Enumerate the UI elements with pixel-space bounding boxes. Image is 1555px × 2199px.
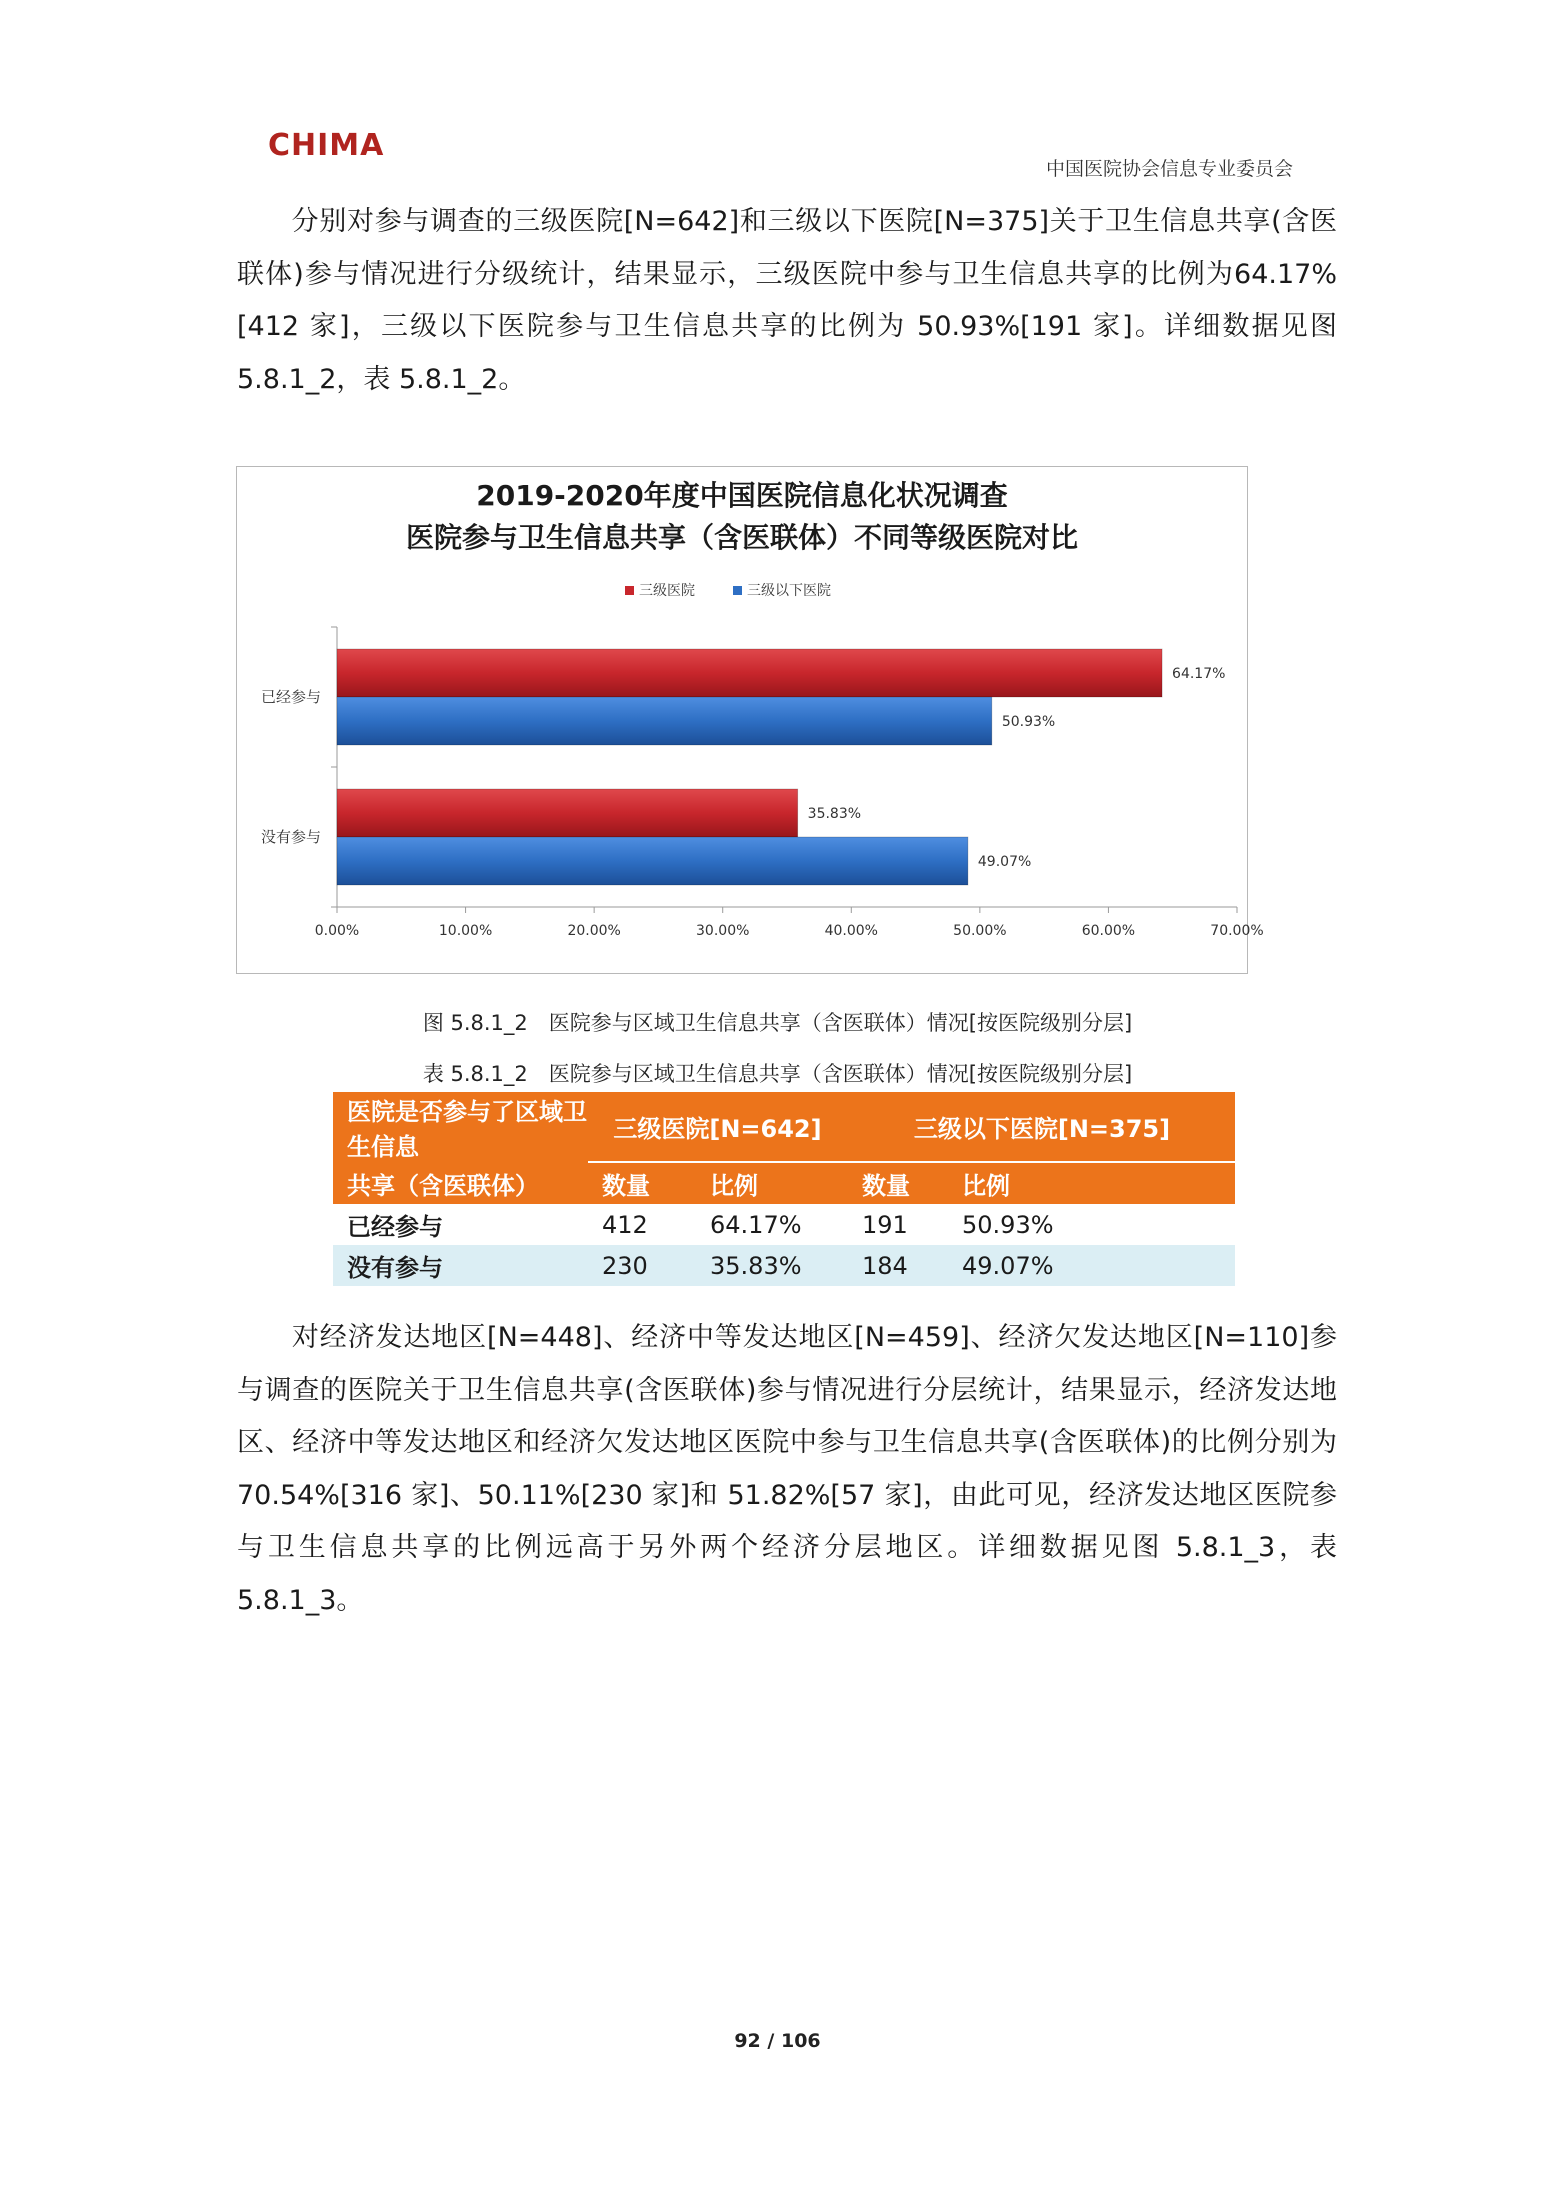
col-header-count-2: 数量	[848, 1162, 948, 1204]
x-tick-label: 30.00%	[696, 923, 750, 939]
group-header-tertiary: 三级医院[N=642]	[588, 1092, 848, 1162]
cell-count-2: 184	[848, 1245, 948, 1286]
body-paragraph-1	[237, 196, 1337, 406]
paragraph-1-text: 分别对参与调查的三级医院[N=642]和三级以下医院[N=375]关于卫生信息共享(含医联体)参与情况进行分级统计，结果显示，三级医院中参与卫生信息共享的比例为64.17%[412 家]，三级以下医院参与卫生信息共享的比例为 50.93%[191 家]。详细数据见图 5.8.1_2，表 5.8.1_2。	[237, 206, 1337, 395]
table-row	[333, 1204, 1235, 1245]
col-header-count-1: 数量	[588, 1162, 696, 1204]
cell-count-1: 230	[588, 1245, 696, 1286]
x-tick-label: 0.00%	[314, 923, 360, 939]
row-label: 没有参与	[333, 1245, 588, 1286]
figure-caption: 图 5.8.1_2 医院参与区域卫生信息共享（含医联体）情况[按医院级别分层]	[422, 1011, 1133, 1035]
cell-ratio-2: 49.07%	[948, 1245, 1235, 1286]
x-tick-label: 10.00%	[438, 923, 493, 939]
cell-ratio-1: 64.17%	[696, 1204, 848, 1245]
table-header-row-1	[333, 1092, 1235, 1162]
row-header-line2: 共享（含医联体）	[333, 1162, 588, 1204]
bar-data-label: 50.93%	[1001, 714, 1056, 730]
bar-below-tertiary	[337, 837, 968, 885]
chart-svg	[237, 467, 1264, 973]
bar-chart	[236, 466, 1264, 974]
data-table	[333, 1092, 1235, 1286]
legend-swatch	[625, 586, 634, 595]
chart-legend	[625, 583, 831, 599]
x-tick-label: 20.00%	[567, 923, 621, 939]
chart-title-line2: 医院参与卫生信息共享（含医联体）不同等级医院对比	[405, 521, 1079, 554]
organization-name: 中国医院协会信息专业委员会	[1046, 158, 1294, 180]
x-tick-label: 70.00%	[1210, 923, 1264, 939]
page-current: 92	[734, 2030, 761, 2052]
cell-count-1: 412	[588, 1204, 696, 1245]
row-label: 已经参与	[333, 1204, 588, 1245]
bar-data-label: 64.17%	[1172, 666, 1226, 682]
y-category-label: 没有参与	[260, 828, 321, 846]
table-header-row-2	[333, 1162, 1235, 1204]
x-tick-label: 50.00%	[953, 923, 1007, 939]
bar-below-tertiary	[337, 697, 992, 745]
cell-ratio-2: 50.93%	[948, 1204, 1235, 1245]
page-total: 106	[780, 2030, 821, 2052]
bar-data-label: 35.83%	[807, 806, 862, 822]
group-header-below-tertiary: 三级以下医院[N=375]	[848, 1092, 1235, 1162]
legend-label: 三级医院	[639, 583, 695, 599]
x-tick-label: 60.00%	[1081, 923, 1136, 939]
col-header-ratio-2: 比例	[948, 1162, 1235, 1204]
row-header-line1: 医院是否参与了区域卫生信息	[333, 1092, 588, 1162]
page-separator: /	[767, 2030, 775, 2052]
chima-logo: CHIMA	[268, 128, 385, 163]
legend-label: 三级以下医院	[747, 583, 831, 599]
y-category-label: 已经参与	[260, 688, 321, 706]
cell-count-2: 191	[848, 1204, 948, 1245]
body-paragraph-2	[237, 1312, 1337, 1627]
x-tick-label: 40.00%	[824, 923, 878, 939]
bar-data-label: 49.07%	[977, 854, 1032, 870]
paragraph-2-text: 对经济发达地区[N=448]、经济中等发达地区[N=459]、经济欠发达地区[N=110]参与调查的医院关于卫生信息共享(含医联体)参与情况进行分层统计，结果显示，经济发达地区、经济中等发达地区和经济欠发达地区医院中参与卫生信息共享(含医联体)的比例分别为 70.54%[316 家]、50.11%[230 家]和 51.82%[57 家]，由此可见，经济发达地区医院参与卫生信息共享的比例远高于另外两个经济分层地区。详细数据见图 5.8.1_3，表 5.8.1_3。	[237, 1322, 1337, 1616]
bar-tertiary	[337, 649, 1162, 697]
col-header-ratio-1: 比例	[696, 1162, 848, 1204]
page-number	[0, 2030, 1555, 2052]
chart-title-line1: 2019-2020年度中国医院信息化状况调查	[476, 479, 1008, 512]
cell-ratio-1: 35.83%	[696, 1245, 848, 1286]
chart-plot-area	[261, 627, 1264, 939]
table-row	[333, 1245, 1235, 1286]
legend-swatch	[733, 586, 742, 595]
bar-tertiary	[337, 789, 798, 837]
table-caption: 表 5.8.1_2 医院参与区域卫生信息共享（含医联体）情况[按医院级别分层]	[422, 1062, 1133, 1086]
